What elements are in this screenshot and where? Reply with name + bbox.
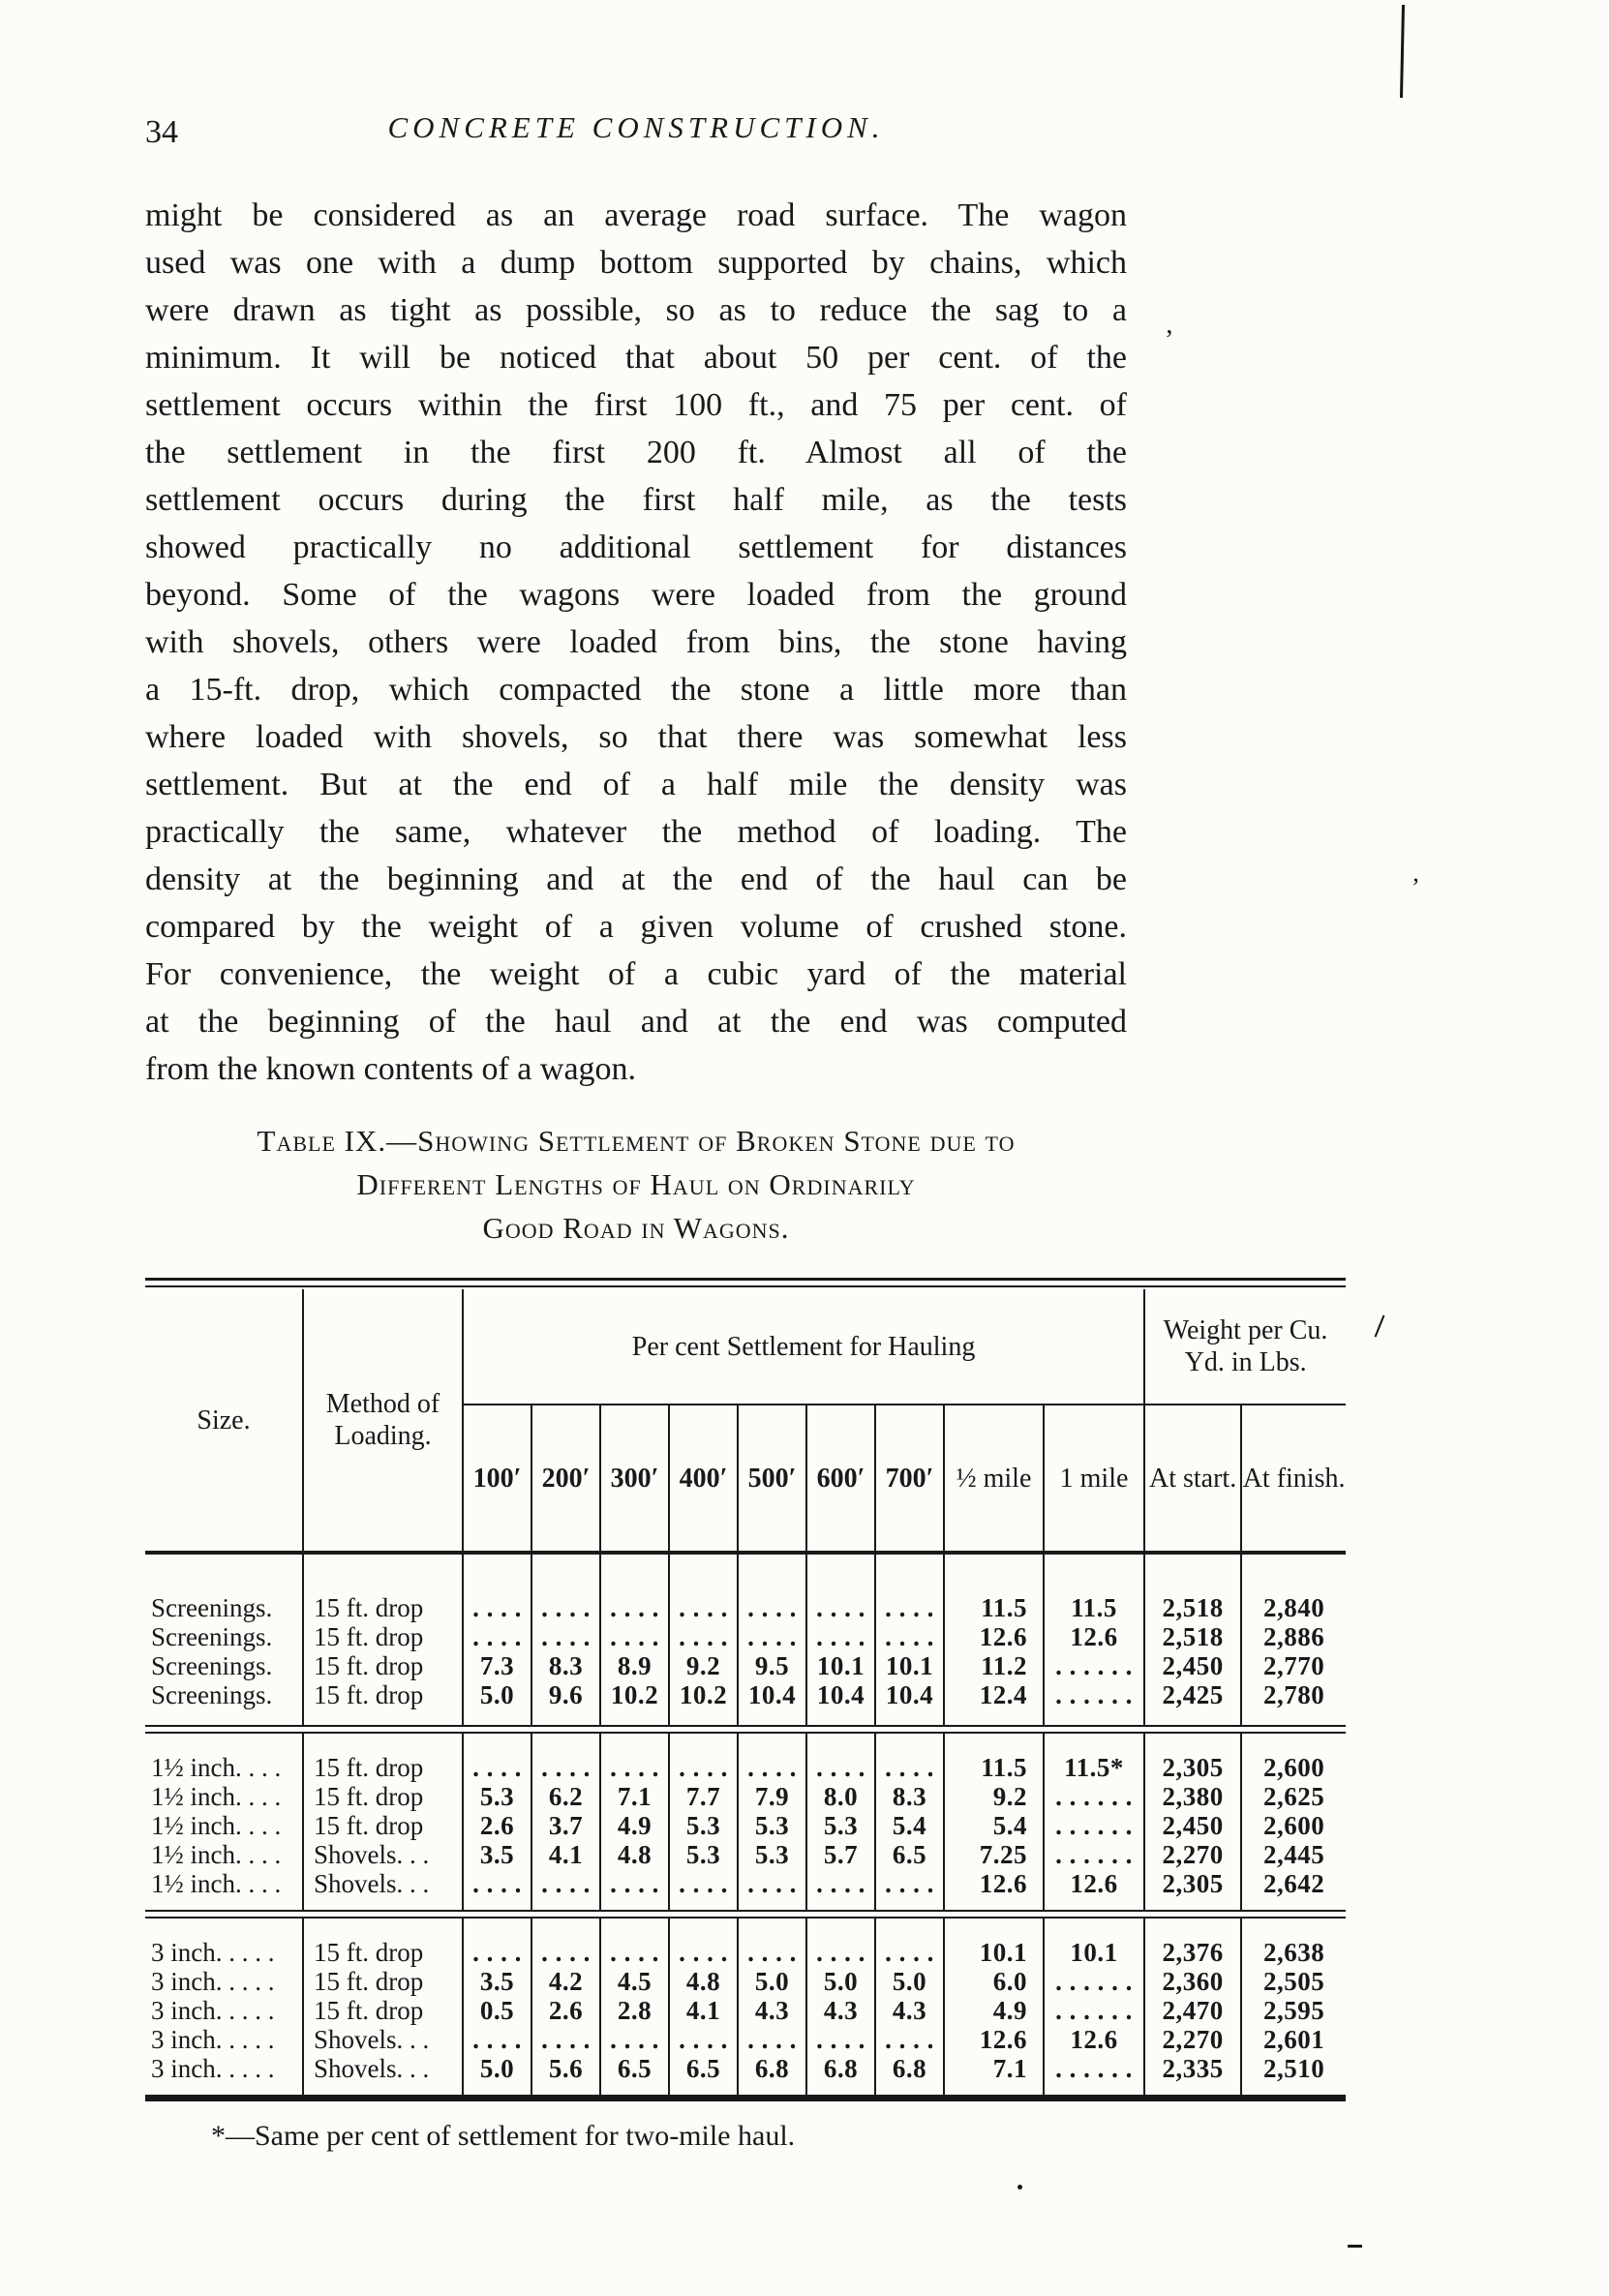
value-cell: 4.1 xyxy=(669,1996,738,2025)
weight-cell: 2,601 xyxy=(1262,2025,1325,2054)
value-cell: . . . . xyxy=(531,2025,600,2054)
method-cell: 15 ft. drop xyxy=(303,1782,463,1811)
value-cell: 8.3 xyxy=(875,1782,944,1811)
value-cell: . . . . xyxy=(669,1918,738,1967)
weight-cell: 2,770 xyxy=(1262,1651,1325,1680)
size-cell: 1½ inch. . . . xyxy=(145,1811,303,1840)
value-cell: 4.5 xyxy=(600,1967,669,1996)
body-line: the settlement in the first 200 ft. Almost all of the xyxy=(145,435,1127,470)
value-cell: 10.2 xyxy=(600,1680,669,1725)
value-cell: . . . . xyxy=(669,1869,738,1910)
table-top-rule xyxy=(145,1278,1346,1287)
weight-cell: 2,470 xyxy=(1144,1996,1241,2025)
value-cell: . . . . xyxy=(875,1869,944,1910)
value-cell: 6.0 xyxy=(944,1967,1044,1996)
col-header-size: Size. xyxy=(145,1289,303,1553)
value-cell: . . . . xyxy=(600,1734,669,1782)
weight-cell: 2,376 xyxy=(1144,1918,1241,1967)
value-cell: . . . . xyxy=(600,1869,669,1910)
value-cell: . . . . xyxy=(669,2025,738,2054)
value-cell: . . . . xyxy=(738,1622,806,1651)
weight-cell: 2,270 xyxy=(1144,2025,1241,2054)
value-cell: . . . . xyxy=(806,2025,875,2054)
method-cell: Shovels. . . xyxy=(303,2054,463,2099)
body-line: settlement occurs within the first 100 ft., and 75 per cent. of xyxy=(145,387,1127,423)
weight-cell: 2,780 xyxy=(1262,1680,1325,1709)
weight-cell: 2,335 xyxy=(1144,2054,1241,2099)
method-cell: 15 ft. drop xyxy=(303,1996,463,2025)
size-cell: 3 inch. . . . . xyxy=(145,2025,303,2054)
value-cell: 3.5 xyxy=(463,1967,531,1996)
col-header-200ft: 200′ xyxy=(531,1405,600,1553)
value-cell: 11.5 xyxy=(944,1553,1044,1622)
value-cell: 9.5 xyxy=(738,1651,806,1680)
value-cell: . . . . xyxy=(463,1734,531,1782)
col-header-100ft: 100′ xyxy=(463,1405,531,1553)
value-cell: 9.6 xyxy=(531,1680,600,1725)
value-cell: 6.8 xyxy=(806,2054,875,2099)
method-cell: 15 ft. drop xyxy=(303,1918,463,1967)
value-cell: 8.3 xyxy=(531,1651,600,1680)
value-cell: 7.3 xyxy=(463,1651,531,1680)
body-line: used was one with a dump bottom supported by chains, which xyxy=(145,245,1127,281)
value-cell: 10.4 xyxy=(806,1680,875,1725)
value-cell: . . . . xyxy=(600,1622,669,1651)
value-cell: 4.3 xyxy=(806,1996,875,2025)
body-line: from the known contents of a wagon. xyxy=(145,1051,637,1087)
value-cell: 6.5 xyxy=(600,2054,669,2099)
value-cell: 4.1 xyxy=(531,1840,600,1869)
value-cell: 4.8 xyxy=(669,1967,738,1996)
value-cell: 3.5 xyxy=(463,1840,531,1869)
value-cell: . . . . xyxy=(738,2025,806,2054)
table-row xyxy=(145,1734,1346,1782)
value-cell: 5.3 xyxy=(463,1782,531,1811)
value-cell: . . . . xyxy=(806,1869,875,1910)
value-cell: 5.3 xyxy=(738,1811,806,1840)
table-block-3-inch xyxy=(145,1918,1346,2099)
method-cell: 15 ft. drop xyxy=(303,1680,463,1725)
scan-artifact-dot xyxy=(1017,2185,1022,2190)
value-cell: . . . . xyxy=(531,1918,600,1967)
body-line: minimum. It will be noticed that about 50 per cent. of the xyxy=(145,340,1127,376)
value-cell: 6.8 xyxy=(738,2054,806,2099)
value-cell: 4.3 xyxy=(875,1996,944,2025)
value-cell: 10.1 xyxy=(875,1651,944,1680)
value-cell: 12.4 xyxy=(944,1680,1044,1725)
body-line: beyond. Some of the wagons were loaded from the ground xyxy=(145,577,1127,613)
value-cell: 2.8 xyxy=(600,1996,669,2025)
body-line: settlement. But at the end of a half mile the density was xyxy=(145,767,1127,802)
body-line: with shovels, others were loaded from bins, the stone having xyxy=(145,624,1127,660)
col-header-at-finish: At finish. xyxy=(1241,1405,1346,1553)
size-cell: 3 inch. . . . . xyxy=(145,2054,303,2099)
value-cell: 4.2 xyxy=(531,1967,600,1996)
value-cell: 4.3 xyxy=(738,1996,806,2025)
weight-cell: 2,360 xyxy=(1144,1967,1241,1996)
value-cell: . . . . xyxy=(738,1734,806,1782)
weight-cell: 2,450 xyxy=(1144,1651,1241,1680)
table-row xyxy=(145,1918,1346,1967)
body-line: compared by the weight of a given volume of crushed stone. xyxy=(145,909,1127,945)
value-cell: 5.0 xyxy=(806,1967,875,1996)
value-cell: . . . . xyxy=(531,1869,600,1910)
value-cell: . . . . xyxy=(669,1622,738,1651)
value-cell: 12.6 xyxy=(944,1622,1044,1651)
value-cell: . . . . xyxy=(463,2025,531,2054)
table-row xyxy=(145,1869,1346,1910)
method-cell: 15 ft. drop xyxy=(303,1967,463,1996)
value-cell: . . . . . . xyxy=(1044,1680,1144,1725)
value-cell: 10.1 xyxy=(944,1918,1044,1967)
value-cell: . . . . xyxy=(669,1553,738,1622)
table-caption-line: Good Road in Wagons. xyxy=(482,1211,790,1245)
value-cell: . . . . xyxy=(806,1553,875,1622)
table-row xyxy=(145,1811,1346,1840)
value-cell: 12.6 xyxy=(1044,1622,1144,1651)
value-cell: . . . . xyxy=(806,1918,875,1967)
value-cell: 5.6 xyxy=(531,2054,600,2099)
size-cell: 1½ inch. . . . xyxy=(145,1782,303,1811)
value-cell: . . . . xyxy=(600,1918,669,1967)
col-header-500ft: 500′ xyxy=(738,1405,806,1553)
table-caption-line: Different Lengths of Haul on Ordinarily xyxy=(356,1167,916,1201)
size-cell: 1½ inch. . . . xyxy=(145,1840,303,1869)
weight-cell: 2,518 xyxy=(1144,1553,1241,1622)
col-header-300ft: 300′ xyxy=(600,1405,669,1553)
table-caption-line: Table IX.—Showing Settlement of Broken Stone due to xyxy=(257,1124,1016,1158)
value-cell: 5.4 xyxy=(875,1811,944,1840)
double-rule xyxy=(145,1910,1346,1918)
method-cell: 15 ft. drop xyxy=(303,1811,463,1840)
value-cell: . . . . xyxy=(463,1622,531,1651)
value-cell: 5.0 xyxy=(463,2054,531,2099)
value-cell: . . . . xyxy=(875,1553,944,1622)
col-header-half-mile: ½ mile xyxy=(944,1405,1044,1553)
col-group-settlement: Per cent Settlement for Hauling xyxy=(463,1289,1144,1405)
value-cell: 5.4 xyxy=(944,1811,1044,1840)
value-cell: 4.9 xyxy=(600,1811,669,1840)
size-cell: Screenings. xyxy=(145,1622,303,1651)
value-cell: 2.6 xyxy=(463,1811,531,1840)
value-cell: . . . . xyxy=(875,1918,944,1967)
value-cell: 9.2 xyxy=(669,1651,738,1680)
method-cell: Shovels. . . xyxy=(303,1840,463,1869)
data-table-wrap xyxy=(145,1278,1346,2101)
table-row xyxy=(145,1967,1346,1996)
table-footnote: *—Same per cent of settlement for two-mile haul. xyxy=(211,2120,796,2152)
value-cell: 10.1 xyxy=(1044,1918,1144,1967)
weight-cell: 2,518 xyxy=(1144,1622,1241,1651)
value-cell: 6.8 xyxy=(875,2054,944,2099)
value-cell: . . . . xyxy=(600,2025,669,2054)
value-cell: 7.7 xyxy=(669,1782,738,1811)
value-cell: 5.3 xyxy=(669,1840,738,1869)
double-rule xyxy=(145,1725,1346,1734)
value-cell: . . . . xyxy=(463,1869,531,1910)
value-cell: . . . . . . xyxy=(1044,2054,1144,2099)
scan-artifact-tick: ’ xyxy=(1412,873,1420,901)
table-row xyxy=(145,1680,1346,1725)
value-cell: 12.6 xyxy=(944,2025,1044,2054)
value-cell: . . . . . . xyxy=(1044,1840,1144,1869)
value-cell: . . . . xyxy=(806,1734,875,1782)
value-cell: 12.6 xyxy=(1044,1869,1144,1910)
block-separator xyxy=(145,1725,1346,1734)
value-cell: 11.5 xyxy=(944,1734,1044,1782)
col-header-at-start: At start. xyxy=(1144,1405,1241,1553)
value-cell: . . . . xyxy=(875,1734,944,1782)
table-row xyxy=(145,1996,1346,2025)
weight-cell: 2,638 xyxy=(1262,1938,1325,1967)
weight-cell: 2,642 xyxy=(1262,1869,1325,1898)
value-cell: 4.9 xyxy=(944,1996,1044,2025)
value-cell: 4.8 xyxy=(600,1840,669,1869)
value-cell: 8.9 xyxy=(600,1651,669,1680)
value-cell: 6.2 xyxy=(531,1782,600,1811)
value-cell: 6.5 xyxy=(669,2054,738,2099)
weight-cell: 2,380 xyxy=(1144,1782,1241,1811)
size-cell: 3 inch. . . . . xyxy=(145,1918,303,1967)
table-header xyxy=(145,1289,1346,1553)
weight-cell: 2,305 xyxy=(1144,1869,1241,1910)
value-cell: 6.5 xyxy=(875,1840,944,1869)
weight-cell: 2,600 xyxy=(1262,1753,1325,1782)
value-cell: . . . . xyxy=(531,1622,600,1651)
table-row xyxy=(145,1651,1346,1680)
weight-cell: 2,505 xyxy=(1262,1967,1325,1996)
weight-cell: 2,600 xyxy=(1262,1811,1325,1840)
value-cell: . . . . . . xyxy=(1044,1651,1144,1680)
size-cell: Screenings. xyxy=(145,1651,303,1680)
value-cell: . . . . xyxy=(531,1734,600,1782)
col-header-1-mile: 1 mile xyxy=(1044,1405,1144,1553)
table-row xyxy=(145,1622,1346,1651)
body-line: For convenience, the weight of a cubic yard of the material xyxy=(145,956,1127,992)
table-block-screenings xyxy=(145,1553,1346,1725)
body-line: where loaded with shovels, so that there was somewhat less xyxy=(145,719,1127,755)
value-cell: 7.1 xyxy=(600,1782,669,1811)
weight-cell: 2,595 xyxy=(1262,1996,1325,2025)
scan-artifact-stroke xyxy=(1400,5,1405,98)
value-cell: 11.5* xyxy=(1044,1734,1144,1782)
value-cell: . . . . xyxy=(463,1553,531,1622)
value-cell: 8.0 xyxy=(806,1782,875,1811)
value-cell: . . . . xyxy=(806,1622,875,1651)
method-cell: Shovels. . . xyxy=(303,1869,463,1910)
size-cell: Screenings. xyxy=(145,1680,303,1725)
size-cell: Screenings. xyxy=(145,1553,303,1622)
value-cell: . . . . xyxy=(463,1918,531,1967)
table-block-1half-inch xyxy=(145,1734,1346,1910)
value-cell: 7.1 xyxy=(944,2054,1044,2099)
weight-cell: 2,270 xyxy=(1144,1840,1241,1869)
body-line: were drawn as tight as possible, so as to reduce the sag to a xyxy=(145,292,1127,328)
value-cell: 5.7 xyxy=(806,1840,875,1869)
value-cell: 5.0 xyxy=(875,1967,944,1996)
body-line: settlement occurs during the first half mile, as the tests xyxy=(145,482,1127,518)
table-row xyxy=(145,2054,1346,2099)
col-group-weight: Weight per Cu. Yd. in Lbs. xyxy=(1144,1289,1346,1405)
method-cell: 15 ft. drop xyxy=(303,1651,463,1680)
value-cell: 10.1 xyxy=(806,1651,875,1680)
value-cell: . . . . xyxy=(600,1553,669,1622)
value-cell: . . . . xyxy=(875,1622,944,1651)
value-cell: . . . . xyxy=(875,2025,944,2054)
value-cell: 5.3 xyxy=(669,1811,738,1840)
header-group-row xyxy=(145,1289,1346,1405)
value-cell: 10.4 xyxy=(875,1680,944,1725)
value-cell: . . . . xyxy=(738,1869,806,1910)
table-row xyxy=(145,1553,1346,1622)
body-line: a 15-ft. drop, which compacted the stone a little more than xyxy=(145,672,1127,708)
method-cell: 15 ft. drop xyxy=(303,1734,463,1782)
value-cell: 10.4 xyxy=(738,1680,806,1725)
weight-cell: 2,840 xyxy=(1262,1593,1325,1622)
weight-cell: 2,450 xyxy=(1144,1811,1241,1840)
weight-cell: 2,886 xyxy=(1262,1622,1325,1651)
weight-cell: 2,305 xyxy=(1144,1734,1241,1782)
table-row xyxy=(145,1840,1346,1869)
method-cell: 15 ft. drop xyxy=(303,1622,463,1651)
table-row xyxy=(145,1782,1346,1811)
settlement-table xyxy=(145,1289,1346,2101)
block-separator xyxy=(145,1910,1346,1918)
value-cell: 12.6 xyxy=(1044,2025,1144,2054)
body-line: density at the beginning and at the end of the haul can be xyxy=(145,861,1127,897)
col-header-600ft: 600′ xyxy=(806,1405,875,1553)
size-cell: 3 inch. . . . . xyxy=(145,1967,303,1996)
value-cell: 7.25 xyxy=(944,1840,1044,1869)
value-cell: 0.5 xyxy=(463,1996,531,2025)
value-cell: . . . . . . xyxy=(1044,1996,1144,2025)
method-cell: Shovels. . . xyxy=(303,2025,463,2054)
scan-artifact-slash xyxy=(1375,1314,1385,1337)
weight-cell: 2,510 xyxy=(1262,2054,1325,2083)
value-cell: . . . . . . xyxy=(1044,1967,1144,1996)
body-line: might be considered as an average road surface. The wagon xyxy=(145,197,1127,233)
value-cell: 5.0 xyxy=(463,1680,531,1725)
size-cell: 1½ inch. . . . xyxy=(145,1734,303,1782)
running-head: CONCRETE CONSTRUCTION. xyxy=(387,110,885,144)
body-line: practically the same, whatever the method of loading. The xyxy=(145,814,1127,850)
weight-cell: 2,425 xyxy=(1144,1680,1241,1725)
col-header-method: Method of Loading. xyxy=(303,1289,463,1553)
table-row xyxy=(145,2025,1346,2054)
value-cell: . . . . xyxy=(669,1734,738,1782)
table-caption xyxy=(145,1119,1127,1250)
value-cell: . . . . xyxy=(738,1553,806,1622)
value-cell: . . . . xyxy=(738,1918,806,1967)
value-cell: . . . . xyxy=(531,1553,600,1622)
value-cell: . . . . . . xyxy=(1044,1782,1144,1811)
value-cell: 11.2 xyxy=(944,1651,1044,1680)
value-cell: 12.6 xyxy=(944,1869,1044,1910)
value-cell: 9.2 xyxy=(944,1782,1044,1811)
weight-cell: 2,625 xyxy=(1262,1782,1325,1811)
value-cell: 5.3 xyxy=(806,1811,875,1840)
col-header-700ft: 700′ xyxy=(875,1405,944,1553)
value-cell: 2.6 xyxy=(531,1996,600,2025)
body-paragraph xyxy=(145,192,1127,1093)
value-cell: 5.0 xyxy=(738,1967,806,1996)
weight-cell: 2,445 xyxy=(1262,1840,1325,1869)
col-header-400ft: 400′ xyxy=(669,1405,738,1553)
size-cell: 1½ inch. . . . xyxy=(145,1869,303,1910)
value-cell: 5.3 xyxy=(738,1840,806,1869)
body-line: at the beginning of the haul and at the end was computed xyxy=(145,1004,1127,1040)
value-cell: 3.7 xyxy=(531,1811,600,1840)
page-number: 34 xyxy=(145,114,178,150)
method-cell: 15 ft. drop xyxy=(303,1553,463,1622)
scan-artifact-tick: ’ xyxy=(1165,325,1174,355)
value-cell: 11.5 xyxy=(1044,1553,1144,1622)
scan-artifact-dash xyxy=(1348,2245,1362,2248)
value-cell: . . . . . . xyxy=(1044,1811,1144,1840)
size-cell: 3 inch. . . . . xyxy=(145,1996,303,2025)
value-cell: 7.9 xyxy=(738,1782,806,1811)
value-cell: 10.2 xyxy=(669,1680,738,1725)
body-line: showed practically no additional settlement for distances xyxy=(145,529,1127,565)
